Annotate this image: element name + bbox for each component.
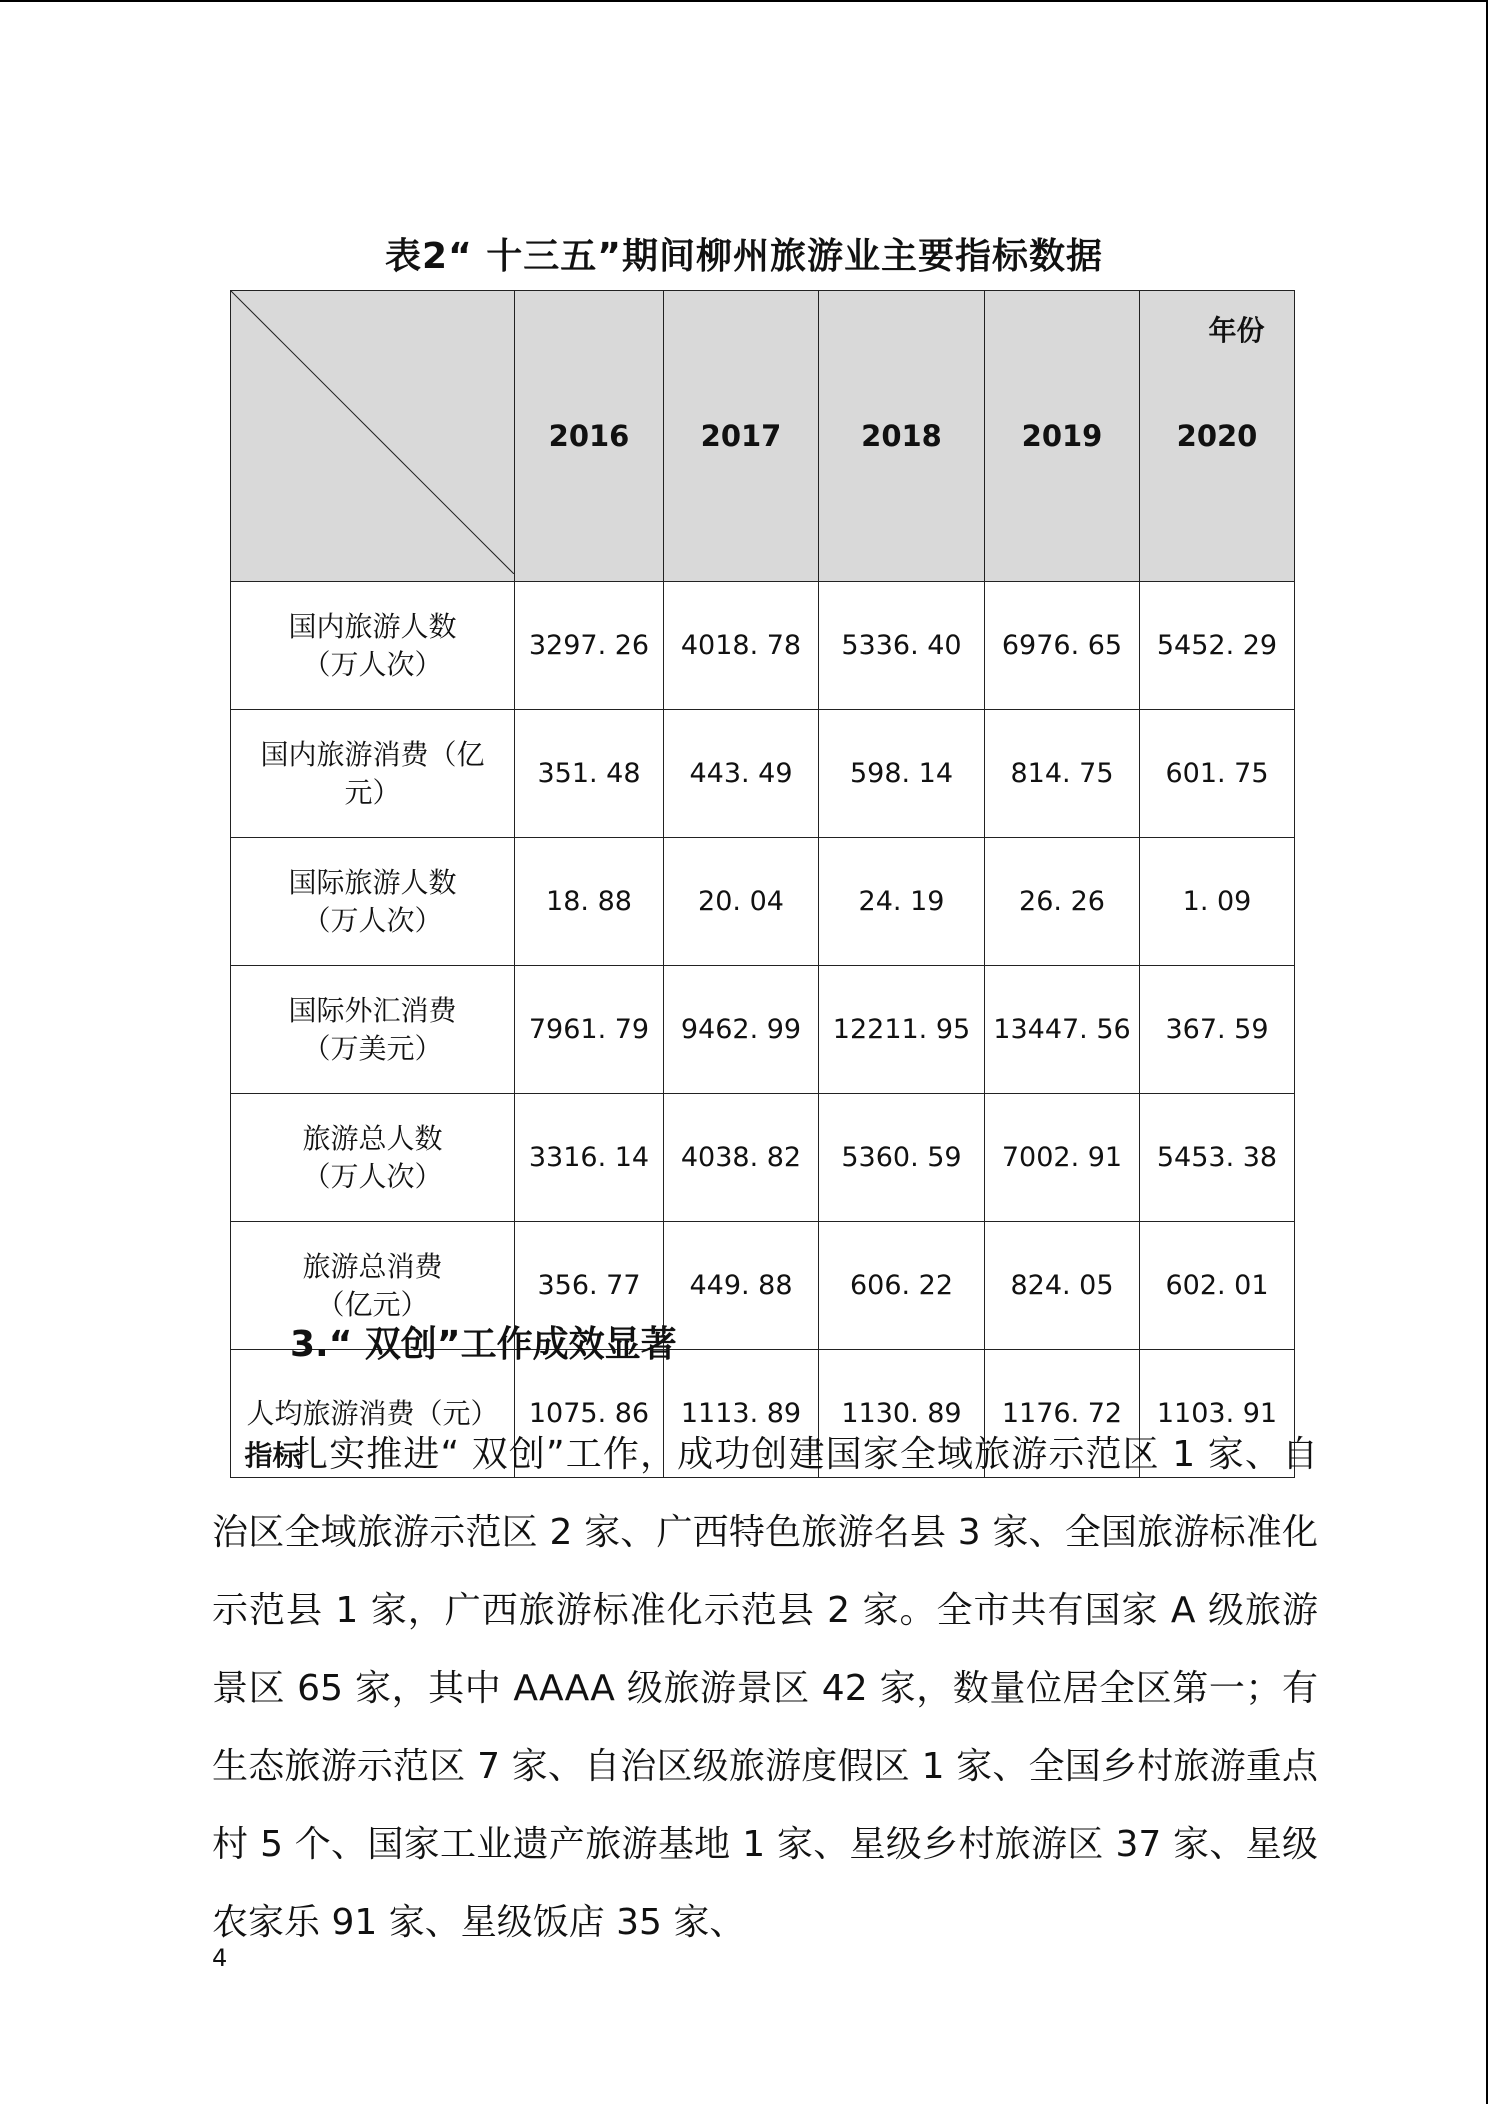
year-header: 2017: [664, 291, 819, 582]
table-cell: 351. 48: [515, 710, 664, 838]
table-row: [231, 1094, 1295, 1222]
table-cell: 5360. 59: [819, 1094, 985, 1222]
table-cell: 9462. 99: [664, 966, 819, 1094]
table-cell: 3297. 26: [515, 582, 664, 710]
table-cell: 4038. 82: [664, 1094, 819, 1222]
table-cell: 5452. 29: [1140, 582, 1295, 710]
table-cell: 7002. 91: [985, 1094, 1140, 1222]
table-cell: 7961. 79: [515, 966, 664, 1094]
table-cell: 24. 19: [819, 838, 985, 966]
year-header: 2020: [1140, 291, 1295, 582]
indicator-table: [230, 290, 1295, 1478]
table-cell: 1176. 72: [985, 1350, 1140, 1478]
table-cell: 601. 75: [1140, 710, 1295, 838]
table-cell: 5336. 40: [819, 582, 985, 710]
table-cell: 602. 01: [1140, 1222, 1295, 1350]
table-cell: 443. 49: [664, 710, 819, 838]
table-cell: 606. 22: [819, 1222, 985, 1350]
table-title: 表2“ 十三五”期间柳州旅游业主要指标数据: [385, 236, 1103, 277]
table-cell: 449. 88: [664, 1222, 819, 1350]
table-cell: 26. 26: [985, 838, 1140, 966]
diagonal-divider: [231, 291, 514, 574]
row-label: 国际旅游人数 （万人次）: [231, 838, 515, 966]
row-label: 旅游总消费 （亿元）: [231, 1222, 515, 1350]
table-cell: 824. 05: [985, 1222, 1140, 1350]
row-label: 旅游总人数 （万人次）: [231, 1094, 515, 1222]
corner-year-label: 年份: [1208, 313, 1265, 347]
table-cell: 3316. 14: [515, 1094, 664, 1222]
table-cell: 598. 14: [819, 710, 985, 838]
section-heading: 3.“ 双创”工作成效显著: [290, 1324, 677, 1365]
table-row: [231, 582, 1295, 710]
table-cell: 12211. 95: [819, 966, 985, 1094]
table-cell: 18. 88: [515, 838, 664, 966]
page-number: 4: [212, 1944, 228, 1972]
table-cell: 367. 59: [1140, 966, 1295, 1094]
table-cell: 1075. 86: [515, 1350, 664, 1478]
table-header-row: [231, 291, 1295, 582]
table-cell: 1130. 89: [819, 1350, 985, 1478]
corner-indicator-label: 指标: [244, 1438, 301, 1472]
row-label: 国内旅游人数 （万人次）: [231, 582, 515, 710]
row-label: 人均旅游消费（元）: [231, 1350, 515, 1478]
table-row: [231, 838, 1295, 966]
body-paragraph: 扎实推进“ 双创”工作，成功创建国家全域旅游示范区 1 家、自治区全域旅游示范区 2 家、广西特色旅游名县 3 家、全国旅游标准化示范县 1 家，广西旅游标准化示范县 2 家。全市共有国家 A 级旅游景区 65 家，其中 AAAA 级旅游景区 42 家，数量位居全区第一；有生态旅游示范区 7 家、自治区级旅游度假区 1 家、全国乡村旅游重点村 5 个、国家工业遗产旅游基地 1 家、星级乡村旅游区 37 家、星级农家乐 91 家、星级饭店 35 家、: [212, 1434, 1318, 1943]
table-cell: 5453. 38: [1140, 1094, 1295, 1222]
year-header: 2018: [819, 291, 985, 582]
table-row: [231, 710, 1295, 838]
table-cell: 814. 75: [985, 710, 1140, 838]
table-cell: 4018. 78: [664, 582, 819, 710]
table-cell: 1103. 91: [1140, 1350, 1295, 1478]
table-cell: 1113. 89: [664, 1350, 819, 1478]
table-cell: 356. 77: [515, 1222, 664, 1350]
page-top-border: [0, 0, 1488, 2]
year-header: 2016: [515, 291, 664, 582]
year-header: 2019: [985, 291, 1140, 582]
table-cell: 1. 09: [1140, 838, 1295, 966]
table-row: [231, 966, 1295, 1094]
row-label: 国际外汇消费 （万美元）: [231, 966, 515, 1094]
table-cell: 13447. 56: [985, 966, 1140, 1094]
row-label: 国内旅游消费（亿 元）: [231, 710, 515, 838]
table-cell: 20. 04: [664, 838, 819, 966]
table-cell: 6976. 65: [985, 582, 1140, 710]
